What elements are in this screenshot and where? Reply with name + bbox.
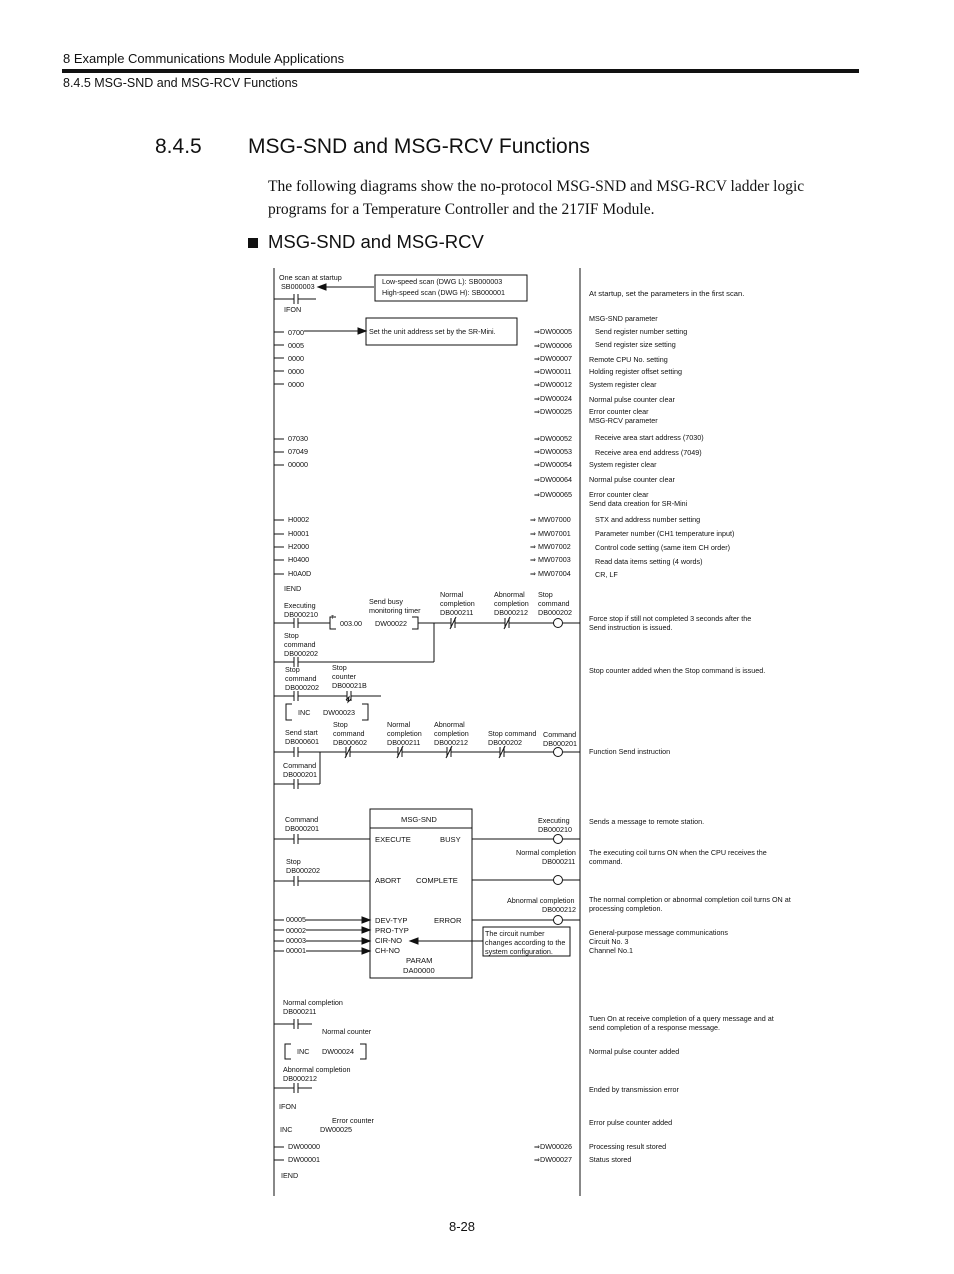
assign-value: H0400 [288, 555, 310, 564]
comment: send completion of a response message. [589, 1023, 721, 1032]
comment: System register clear [589, 380, 657, 389]
contact-label: Stop command [285, 665, 317, 683]
contact-label: Executing [284, 601, 316, 610]
intro-paragraph: The following diagrams show the no-protocol MSG-SND and MSG-RCV ladder logic programs for a Temperature Controller and the 217IF Module. [268, 178, 805, 218]
msgsnd-complete-pin: COMPLETE [416, 876, 458, 885]
assign-value: DW00000 [288, 1142, 320, 1151]
assign-dest: ⇒DW00007 [534, 354, 572, 363]
comment: processing completion. [589, 904, 663, 913]
coil-register: DB000212 [542, 905, 576, 914]
msgsnd-protyp-pin: PRO-TYP [375, 926, 409, 935]
comment-heading: Send data creation for SR-Mini [589, 499, 688, 508]
comment: Processing result stored [589, 1142, 667, 1151]
assign-dest: ⇒DW00025 [534, 407, 572, 416]
msgsnd-param-register: DA00000 [403, 966, 435, 975]
comment: Normal pulse counter clear [589, 395, 675, 404]
comment: Send instruction is issued. [589, 623, 673, 632]
contact-label: Normal completion [387, 720, 422, 738]
comment: Error counter clear [589, 407, 649, 416]
section-header: 8.4.5 MSG-SND and MSG-RCV Functions [63, 76, 298, 90]
contact-label: Send start [285, 728, 318, 737]
contact-register: DB000202 [286, 866, 320, 875]
contact-label: Abnormal completion [494, 590, 529, 608]
assign-dest: ⇒DW00006 [534, 341, 572, 350]
comment: Force stop if still not completed 3 seconds after the [589, 614, 752, 623]
timer-value: 003.00 [340, 619, 362, 628]
assign-dest: ⇒ MW07003 [530, 555, 571, 564]
assign-value: H2000 [288, 542, 310, 551]
iend-label: IEND [284, 584, 302, 593]
comment: Tuen On at receive completion of a query message and at [589, 1014, 774, 1023]
comment: General-purpose message communications [589, 928, 729, 937]
msgsnd-param-pin: PARAM [406, 956, 433, 965]
comment: Receive area start address (7030) [595, 433, 704, 442]
assign-dest: ⇒DW00024 [534, 394, 572, 403]
contact-register: DB000201 [285, 824, 319, 833]
assign-value: DW00001 [288, 1155, 320, 1164]
contact-label: Command [285, 815, 319, 824]
scan-box-line2: High-speed scan (DWG H): SB000001 [382, 288, 506, 297]
assign-value: 0000 [288, 367, 304, 376]
contact-register: DB000211 [440, 608, 474, 617]
comment: Channel No.1 [589, 946, 633, 955]
assign-value: H0002 [288, 515, 310, 524]
inc-instruction: INC [298, 708, 311, 717]
assign-value: H0A0D [288, 569, 312, 578]
msgsnd-chno-pin: CH-NO [375, 946, 400, 955]
comment: Read data items setting (4 words) [595, 557, 703, 566]
page-number: 8-28 [449, 1219, 476, 1234]
contact-label: Stop command [488, 729, 537, 738]
assign-value: 0700 [288, 328, 304, 337]
contact-label: Stop command [333, 720, 365, 738]
inc-register: DW00023 [323, 708, 355, 717]
comment: The executing coil turns ON when the CPU receives the [589, 848, 767, 857]
comment: command. [589, 857, 623, 866]
comment: Function Send instruction [589, 747, 671, 756]
coil-register: DB000201 [543, 739, 577, 748]
assign-dest: ⇒DW00011 [534, 367, 572, 376]
comment: Normal pulse counter clear [589, 475, 675, 484]
timer-marker: T [331, 615, 335, 621]
comment: Sends a message to remote station. [589, 817, 705, 826]
coil-register: DB000202 [538, 608, 572, 617]
contact-register: DB000212 [434, 738, 468, 747]
iend-label: IEND [281, 1171, 299, 1180]
assign-value: 07049 [288, 447, 308, 456]
comment: At startup, set the parameters in the first scan. [589, 289, 745, 298]
comment: Send register number setting [595, 327, 688, 336]
contact-label: Normal completion [283, 998, 343, 1007]
scan-box-line1: Low-speed scan (DWG L): SB000003 [382, 277, 503, 286]
assign-dest: ⇒DW00064 [534, 475, 572, 484]
contact-label: Stop command [284, 631, 316, 649]
unit-address-note: Set the unit address set by the SR-Mini. [369, 327, 496, 336]
contact-register: DB000210 [284, 610, 318, 619]
comment: Send register size setting [595, 340, 676, 349]
contact-label: Abnormal completion [283, 1065, 351, 1074]
contact-register: DB000201 [283, 770, 317, 779]
coil-label: Command [543, 730, 577, 739]
comment: Control code setting (same item CH order) [595, 543, 731, 552]
comment: Receive area end address (7049) [595, 448, 702, 457]
ifon-label: IFON [279, 1102, 297, 1111]
assign-value: 0000 [288, 354, 304, 363]
comment: Circuit No. 3 [589, 937, 629, 946]
assign-dest: ⇒ MW07002 [530, 542, 571, 551]
timer-label: Send busy monitoring timer [369, 597, 421, 615]
comment: Normal pulse counter added [589, 1047, 680, 1056]
contact-register: DB000202 [284, 649, 318, 658]
msgsnd-execute-pin: EXECUTE [375, 835, 411, 844]
contact-register: DB000212 [283, 1074, 317, 1083]
contact-register: DB000601 [285, 737, 319, 746]
assign-dest: ⇒ MW07001 [530, 529, 571, 538]
assign-dest: ⇒DW00052 [534, 434, 572, 443]
contact-register: DB000211 [387, 738, 421, 747]
contact-register: DB000202 [488, 738, 522, 747]
coil-label: Abnormal completion [507, 896, 575, 905]
one-scan-register: SB000003 [281, 282, 315, 291]
contact-register: DB000211 [283, 1007, 317, 1016]
input-value: 00002 [286, 926, 306, 935]
comment: Error counter clear [589, 490, 649, 499]
contact-register: DB000602 [333, 738, 367, 747]
contact-register: DB00021B [332, 681, 367, 690]
one-scan-label: One scan at startup [279, 273, 342, 282]
comment: System register clear [589, 460, 657, 469]
comment: Ended by transmission error [589, 1085, 679, 1094]
coil-label: Executing [538, 816, 570, 825]
comment: STX and address number setting [595, 515, 701, 524]
assign-dest: ⇒DW00026 [534, 1142, 572, 1151]
assign-value: 07030 [288, 434, 308, 443]
assign-dest: ⇒DW00065 [534, 490, 572, 499]
contact-label: Stop counter [332, 663, 356, 681]
contact-label: Command [283, 761, 317, 770]
assign-dest: ⇒DW00027 [534, 1155, 572, 1164]
msgsnd-busy-pin: BUSY [440, 835, 461, 844]
contact-label: Stop [286, 857, 301, 866]
assign-value: H0001 [288, 529, 310, 538]
counter-label: Normal counter [322, 1027, 372, 1036]
counter-label: Error counter [332, 1116, 374, 1125]
section-number: 8.4.5 [155, 135, 202, 158]
msgsnd-devtyp-pin: DEV-TYP [375, 916, 408, 925]
assign-dest: ⇒DW00005 [534, 327, 572, 336]
assign-value: 00000 [288, 460, 308, 469]
comment: Remote CPU No. setting [589, 355, 668, 364]
input-value: 00001 [286, 946, 306, 955]
contact-register: DB000202 [285, 683, 319, 692]
section-title: MSG-SND and MSG-RCV Functions [248, 135, 590, 158]
coil-label: Normal completion [516, 848, 576, 857]
inc-instruction: INC [297, 1047, 310, 1056]
comment: Stop counter added when the Stop command is issued. [589, 666, 766, 675]
assign-dest: ⇒DW00054 [534, 460, 572, 469]
assign-dest: ⇒DW00012 [534, 380, 572, 389]
assign-dest: ⇒DW00053 [534, 447, 572, 456]
comment: The normal completion or abnormal completion coil turns ON at [589, 895, 791, 904]
assign-dest: ⇒ MW07000 [530, 515, 571, 524]
msgsnd-cirno-pin: CIR-NO [375, 936, 402, 945]
input-value: 00003 [286, 936, 306, 945]
comment: Parameter number (CH1 temperature input) [595, 529, 735, 538]
msgsnd-error-pin: ERROR [434, 916, 462, 925]
comment: CR, LF [595, 570, 618, 579]
inc-register: DW00024 [322, 1047, 354, 1056]
msgsnd-abort-pin: ABORT [375, 876, 402, 885]
coil-label: Stop command [538, 590, 570, 608]
comment: Holding register offset setting [589, 367, 682, 376]
coil-register: DB000211 [542, 857, 576, 866]
chapter-header: 8 Example Communications Module Applications [63, 51, 345, 66]
input-value: 00005 [286, 915, 306, 924]
timer-register: DW00022 [375, 619, 407, 628]
contact-register: DB000212 [494, 608, 528, 617]
msgsnd-title: MSG-SND [401, 815, 437, 824]
circuit-note: The circuit number changes according to the system configuration. [485, 929, 566, 956]
ifon-label: IFON [284, 305, 302, 314]
comment-heading: MSG-RCV parameter [589, 416, 658, 425]
comment: Status stored [589, 1155, 632, 1164]
comment: Error pulse counter added [589, 1118, 673, 1127]
contact-label: Abnormal completion [434, 720, 469, 738]
comment-heading: MSG-SND parameter [589, 314, 658, 323]
subheading: MSG-SND and MSG-RCV [268, 231, 484, 252]
inc-register: DW00025 [320, 1125, 352, 1134]
coil-register: DB000210 [538, 825, 572, 834]
assign-value: 0005 [288, 341, 304, 350]
assign-value: 0000 [288, 380, 304, 389]
contact-label: Normal completion [440, 590, 475, 608]
assign-dest: ⇒ MW07004 [530, 569, 571, 578]
inc-instruction: INC [280, 1125, 293, 1134]
